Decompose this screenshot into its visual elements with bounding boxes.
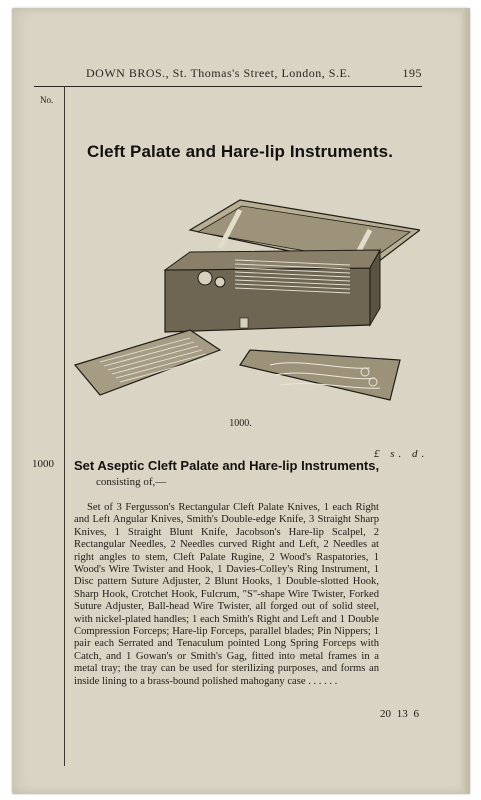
figure-caption: 1000. bbox=[229, 418, 252, 429]
page-number: 195 bbox=[402, 66, 422, 80]
item-description: Set of 3 Fergusson's Rectangular Cleft Palate Knives, 1 each Right and Left Angular Knives, Smith's Double-edge Knife, 3 Straight Sharp Knives, 1 Straight Blunt Knife, Jacobson's Hare-lip Scalpel, 2 Rectangular Needles, 2 Needles curved Right and Left, 2 Needles at right angles to stem, Cleft Palate Rugine, 2 Wood's Raspatories, 1 Wood's Wire Twister and Hook, 1 Davies-Colley's Ring Instrument, 1 Disc pattern Suture Adjuster, 2 Blunt Hooks, 1 Double-slotted Hook, Sharp Hook, Crotchet Hook, Fulcrum, "S"-shape Wire Twister, Forked Suture Adjuster, Ball-head Wire Twister, all forged out of solid steel, with nickel-plated handles; 1 each Smith's Right and Left and 1 Double Compression Forceps; Hare-lip Forceps, parallel blades; Pin Nippers; 1 pair each Serrated and Tenaculum pointed Long Spring Forceps with Catch, and 1 Gowan's or Smith's Gag, fitted into metal frames in a metal tray; the tray can be used for sterilizing purposes, and forms an inside lining to a brass-bound polished mahogany case . . . . . . bbox=[74, 502, 379, 687]
header-rule bbox=[34, 86, 422, 87]
running-head bbox=[86, 66, 422, 81]
item-number: 1000 bbox=[32, 458, 54, 470]
item-price: 20 13 6 bbox=[380, 708, 419, 720]
page-title: Cleft Palate and Hare-lip Instruments. bbox=[86, 142, 394, 161]
item-title: Set Aseptic Cleft Palate and Hare-lip Instruments, bbox=[74, 458, 380, 473]
item-subtitle: consisting of,— bbox=[96, 476, 167, 488]
number-column-label: No. bbox=[40, 95, 54, 105]
instrument-case-illustration bbox=[70, 190, 420, 420]
currency-heading: £ s. d. bbox=[374, 448, 429, 460]
page-edge bbox=[462, 8, 470, 794]
running-head-text: DOWN BROS., St. Thomas's Street, London, S.E. bbox=[86, 66, 351, 80]
